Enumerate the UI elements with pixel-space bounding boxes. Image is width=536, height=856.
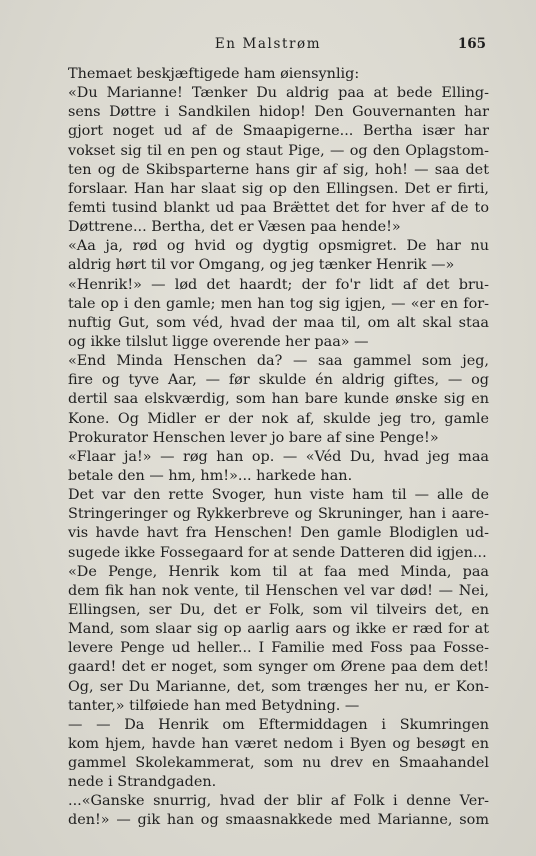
text-line: ten og de Skibsparterne hans gir af sig, hoh! — saa det (68, 161, 489, 178)
text-line: og ikke tilslut ligge overende her paa» — (68, 333, 369, 350)
text-line: Det var den rette Svoger, hun viste ham til — alle de (68, 487, 489, 504)
text-line: «De Penge, Henrik kom til at faa med Minda, paa (68, 563, 489, 580)
text-line: femti tusind blankt ud paa Bræ̈ttet det for hver af de to (68, 199, 489, 216)
text-line: tanter,» tilføiede han med Betydning. — (68, 697, 360, 714)
text-line: levere Penge ud heller... I Familie med Foss paa Fosse- (68, 640, 489, 657)
text-line: vokset sig til en pen og staut Pige, — og den Oplagstom- (68, 142, 489, 159)
text-line: tale op i den gamle; men han tog sig igjen, — «er en for- (68, 295, 489, 312)
text-line: gammel Skolekammerat, som nu drev en Smaahandel (68, 755, 489, 772)
text-line: Ellingsen, ser Du, det er Folk, som vil tilveirs det, en (68, 601, 489, 618)
text-line: dertil saa elskværdig, som han bare kunde ønske sig en (68, 391, 489, 408)
text-line: gjort noget ud af de Smaapigerne... Bertha især har (68, 123, 489, 140)
page-number: 165 (457, 36, 486, 52)
text-line: Stringeringer og Rykkerbreve og Skruninger, han i aare- (68, 506, 489, 523)
text-line: nuftig Gut, som véd, hvad der maa til, om alt skal staa (68, 314, 489, 331)
text-line: Mand, som slaar sig op aarlig aars og ikke er ræd for at (68, 621, 489, 638)
text-line: den!» — gik han og smaasnakkede med Marianne, som (68, 812, 489, 829)
page-header (0, 36, 536, 56)
text-line: Kone. Og Midler er der nok af, skulde jeg tro, gamle (68, 410, 489, 427)
text-line: Døttrene... Bertha, det er Væsen paa hende!» (68, 219, 401, 236)
text-line: «Henrik!» — lød det haardt; der fo'r lidt af det bru- (68, 276, 489, 293)
text-line: Themaet beskjæftigede ham øiensynlig: (68, 66, 360, 82)
text-line: betale den — hm, hm!»... harkede han. (68, 467, 353, 484)
text-line: kom hjem, havde han været nedom i Byen og besøgt en (68, 735, 489, 752)
running-title: En Malstrøm (214, 36, 322, 52)
text-line: vis havde havt fra Henschen! Den gamle Blodiglen ud- (68, 525, 489, 542)
text-line: Prokurator Henschen lever jo bare af sine Penge!» (68, 429, 439, 446)
text-line: Og, ser Du Marianne, det, som trænges her nu, er Kon- (68, 678, 489, 695)
text-line: aldrig hørt til vor Omgang, og jeg tænker Henrik —» (68, 257, 455, 274)
text-line: «Du Marianne! Tænker Du aldrig paa at bede Elling- (68, 85, 489, 102)
body-text (68, 65, 489, 831)
text-line: — — Da Henrik om Eftermiddagen i Skumringen (68, 716, 489, 733)
text-line: dem fik han nok vente, til Henschen vel var død! — Nei, (68, 582, 489, 599)
text-line: forslaar. Han har slaat sig op den Ellingsen. Det er firti, (68, 180, 489, 197)
text-line: fire og tyve Aar, — før skulde én aldrig giftes, — og (68, 372, 489, 389)
text-line: «Flaar ja!» — røg han op. — «Véd Du, hvad jeg maa (68, 448, 489, 465)
text-line: gaard! det er noget, som synger om Ørene paa dem det! (68, 659, 489, 676)
text-line: «Aa ja, rød og hvid og dygtig opsmigret. De har nu (68, 238, 489, 255)
text-line: «End Minda Henschen da? — saa gammel som jeg, (68, 353, 489, 370)
text-line: sens Døttre i Sandkilen hidop! Den Gouvernanten har (68, 104, 489, 121)
text-line: sugede ikke Fossegaard for at sende Datteren did igjen... (68, 544, 487, 561)
text-line: nede i Strandgaden. (68, 774, 217, 791)
text-line: ...«Ganske snurrig, hvad der blir af Folk i denne Ver- (68, 793, 489, 810)
